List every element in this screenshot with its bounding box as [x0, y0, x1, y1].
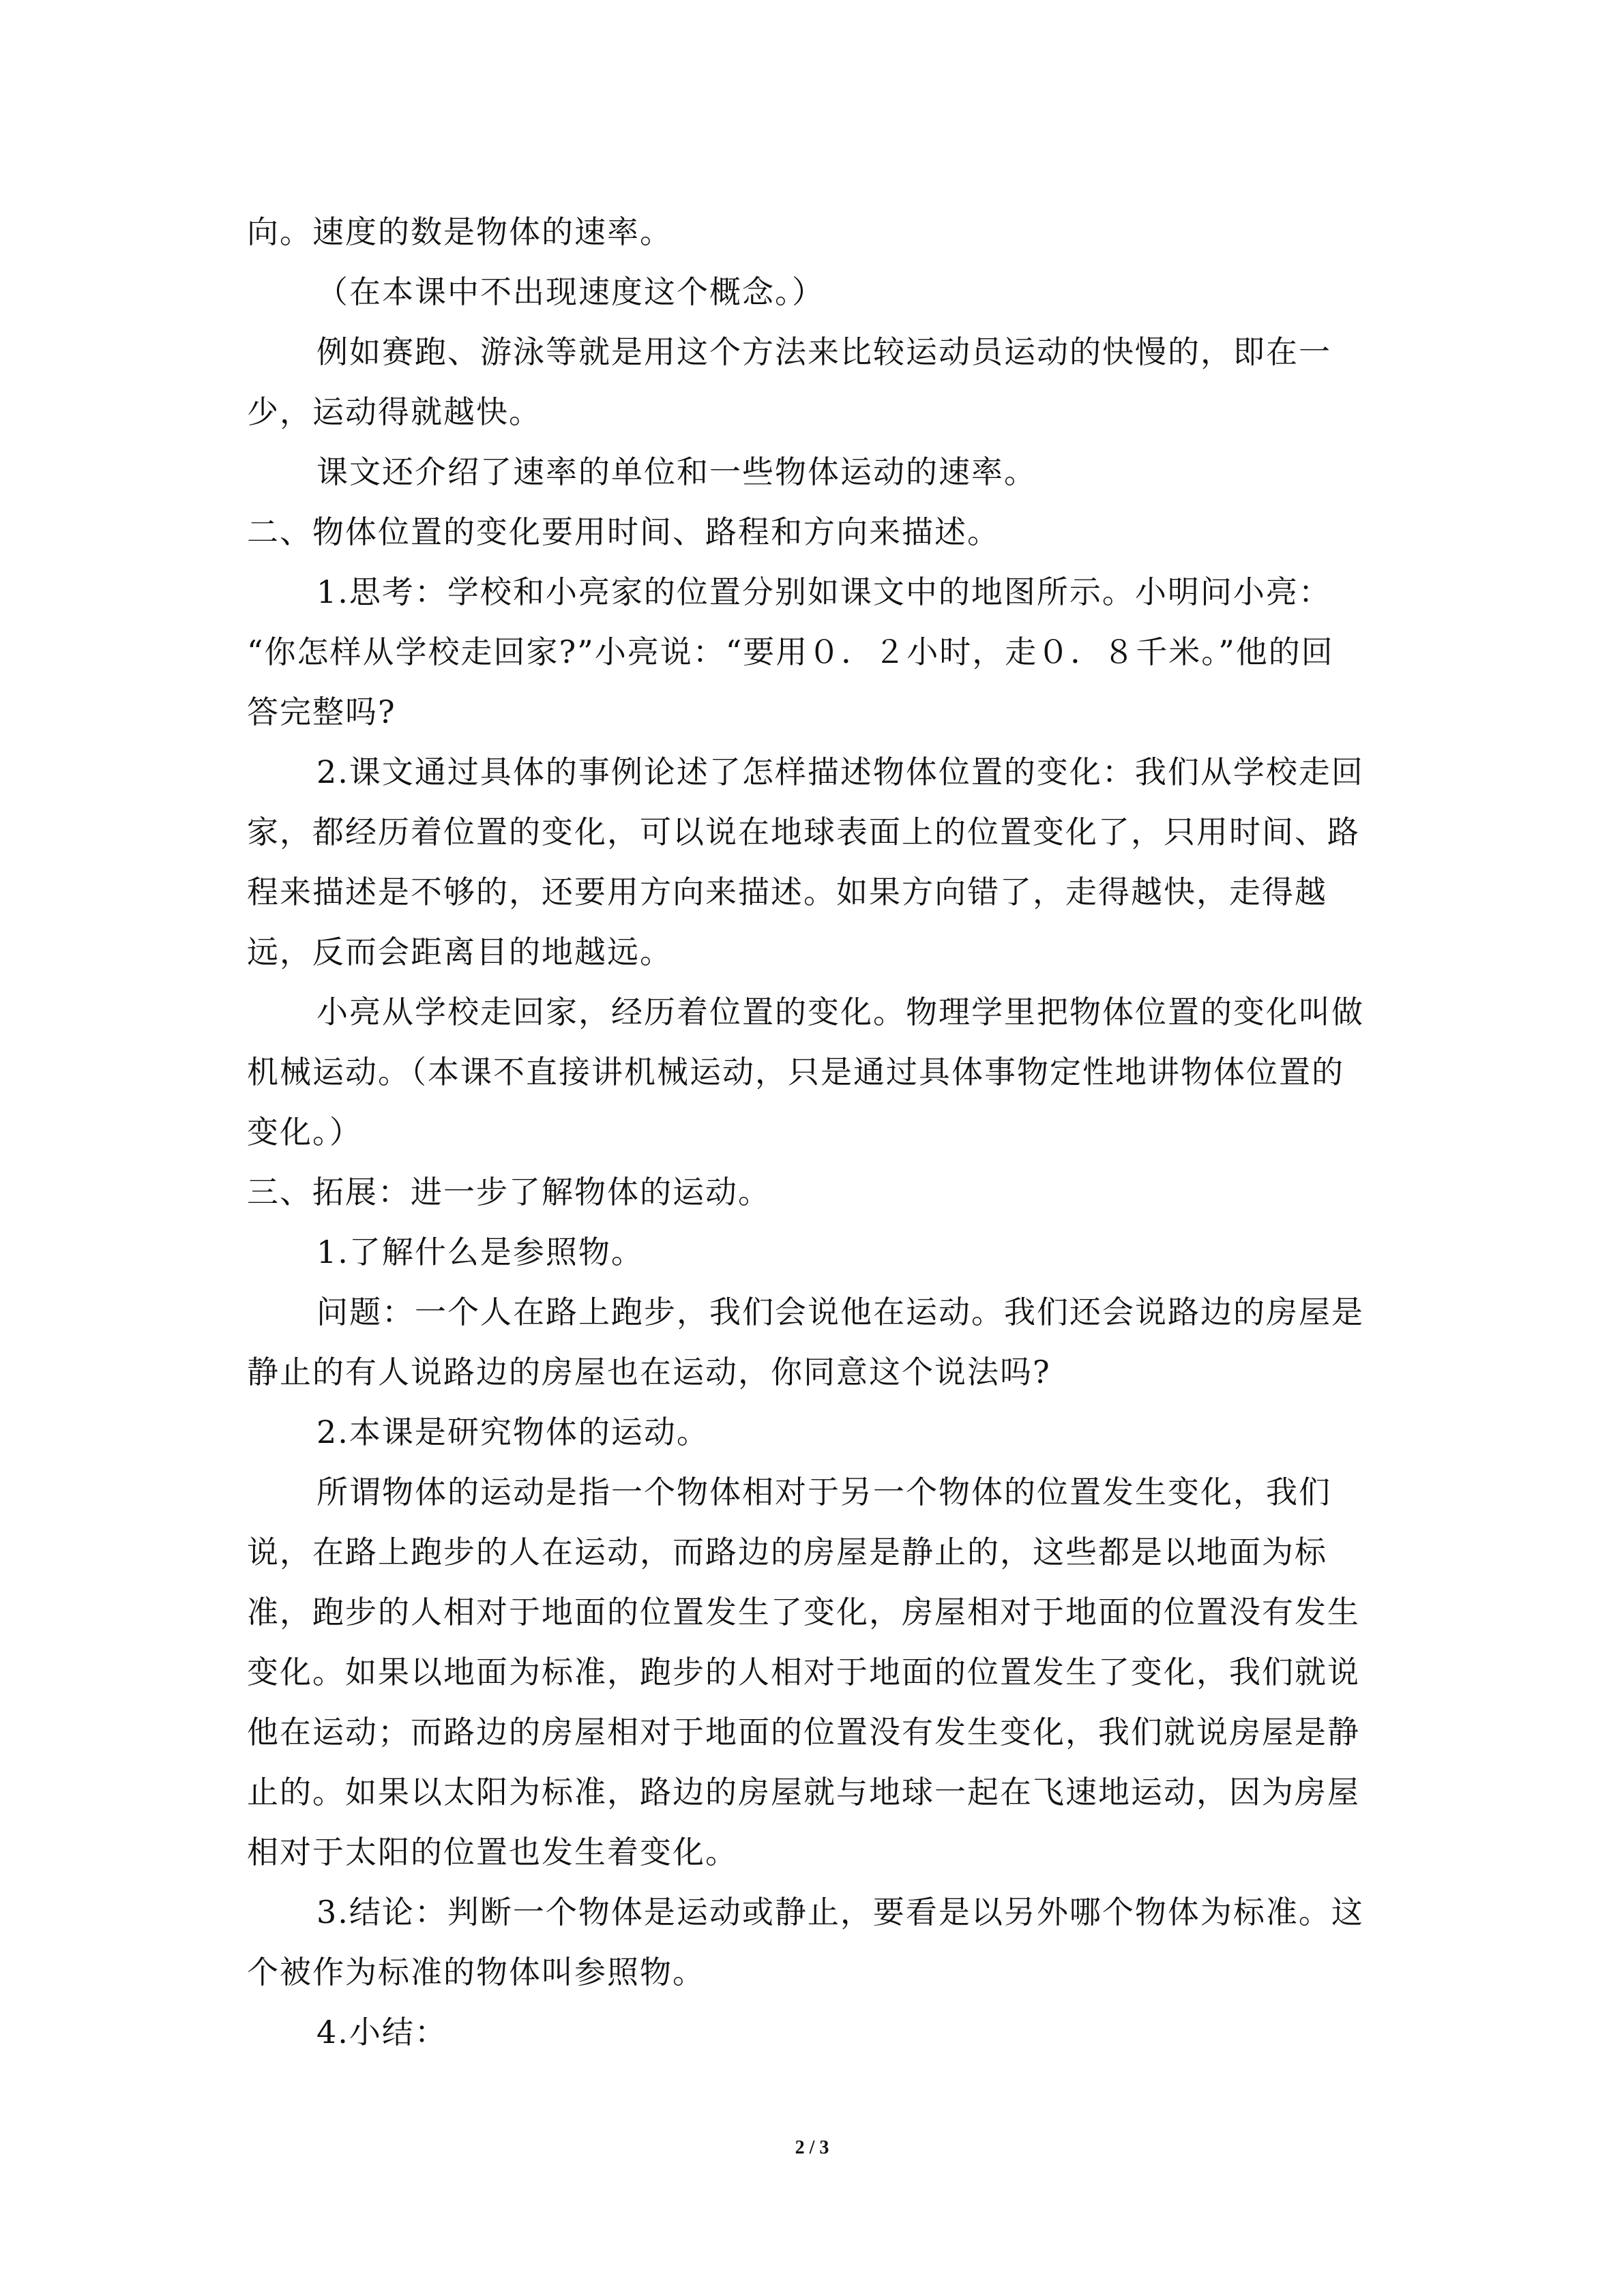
text-line: 答完整吗? [247, 694, 396, 730]
text-line: 个被作为标准的物体叫参照物。 [247, 1954, 705, 1991]
text-line: 机械运动。（本课不直接讲机械运动，只是通过具体事物定性地讲物体位置的 [247, 1054, 1344, 1090]
text-line: 远，反而会距离目的地越远。 [247, 934, 673, 970]
text-line: 1.思考：学校和小亮家的位置分别如课文中的地图所示。小明问小亮： [316, 573, 1331, 610]
text-line: 说，在路上跑步的人在运动，而路边的房屋是静止的，这些都是以地面为标 [247, 1534, 1327, 1570]
text-line: 止的。如果以太阳为标准，路边的房屋就与地球一起在飞速地运动，因为房屋 [247, 1774, 1360, 1810]
text-line: 静止的有人说路边的房屋也在运动，你同意这个说法吗? [247, 1354, 1051, 1390]
text-line: 小亮从学校走回家，经历着位置的变化。物理学里把物体位置的变化叫做 [316, 994, 1364, 1030]
text-line: 问题：一个人在路上跑步，我们会说他在运动。我们还会说路边的房屋是 [316, 1294, 1364, 1330]
text-line: 准，跑步的人相对于地面的位置发生了变化，房屋相对于地面的位置没有发生 [247, 1594, 1360, 1630]
text-line: 4.小结： [316, 2014, 447, 2051]
text-line: 少，运动得就越快。 [247, 393, 542, 430]
text-line: 所谓物体的运动是指一个物体相对于另一个物体的位置发生变化，我们 [316, 1474, 1331, 1510]
text-line: 向。速度的数是物体的速率。 [247, 213, 673, 250]
text-line: 例如赛跑、游泳等就是用这个方法来比较运动员运动的快慢的，即在一 [316, 333, 1331, 370]
section-heading: 二、物体位置的变化要用时间、路程和方向来描述。 [247, 513, 1000, 550]
text-line: 课文还介绍了速率的单位和一些物体运动的速率。 [316, 453, 1037, 490]
text-line: 变化。） [247, 1114, 362, 1150]
text-line: 2.课文通过具体的事例论述了怎样描述物体位置的变化：我们从学校走回 [316, 754, 1364, 790]
text-line: 2.本课是研究物体的运动。 [316, 1414, 709, 1450]
document-body [247, 202, 1400, 2062]
text-line: 1.了解什么是参照物。 [316, 1234, 644, 1270]
text-line: 变化。如果以地面为标准，跑步的人相对于地面的位置发生了变化，我们就说 [247, 1654, 1360, 1690]
section-heading: 三、拓展：进一步了解物体的运动。 [247, 1174, 771, 1210]
text-line: 相对于太阳的位置也发生着变化。 [247, 1834, 738, 1870]
text-line: “你怎样从学校走回家?”小亮说：“要用０．２小时，走０．８千米。”他的回 [247, 633, 1334, 670]
text-line: 程来描述是不够的，还要用方向来描述。如果方向错了，走得越快，走得越 [247, 874, 1327, 910]
text-line: 家，都经历着位置的变化，可以说在地球表面上的位置变化了，只用时间、路 [247, 814, 1360, 850]
text-line: 他在运动；而路边的房屋相对于地面的位置没有发生变化，我们就说房屋是静 [247, 1714, 1360, 1750]
text-line: （在本课中不出现速度这个概念。） [316, 273, 825, 310]
text-line: 3.结论：判断一个物体是运动或静止，要看是以另外哪个物体为标准。这 [316, 1894, 1364, 1930]
page-number: 2 / 3 [795, 2137, 829, 2158]
